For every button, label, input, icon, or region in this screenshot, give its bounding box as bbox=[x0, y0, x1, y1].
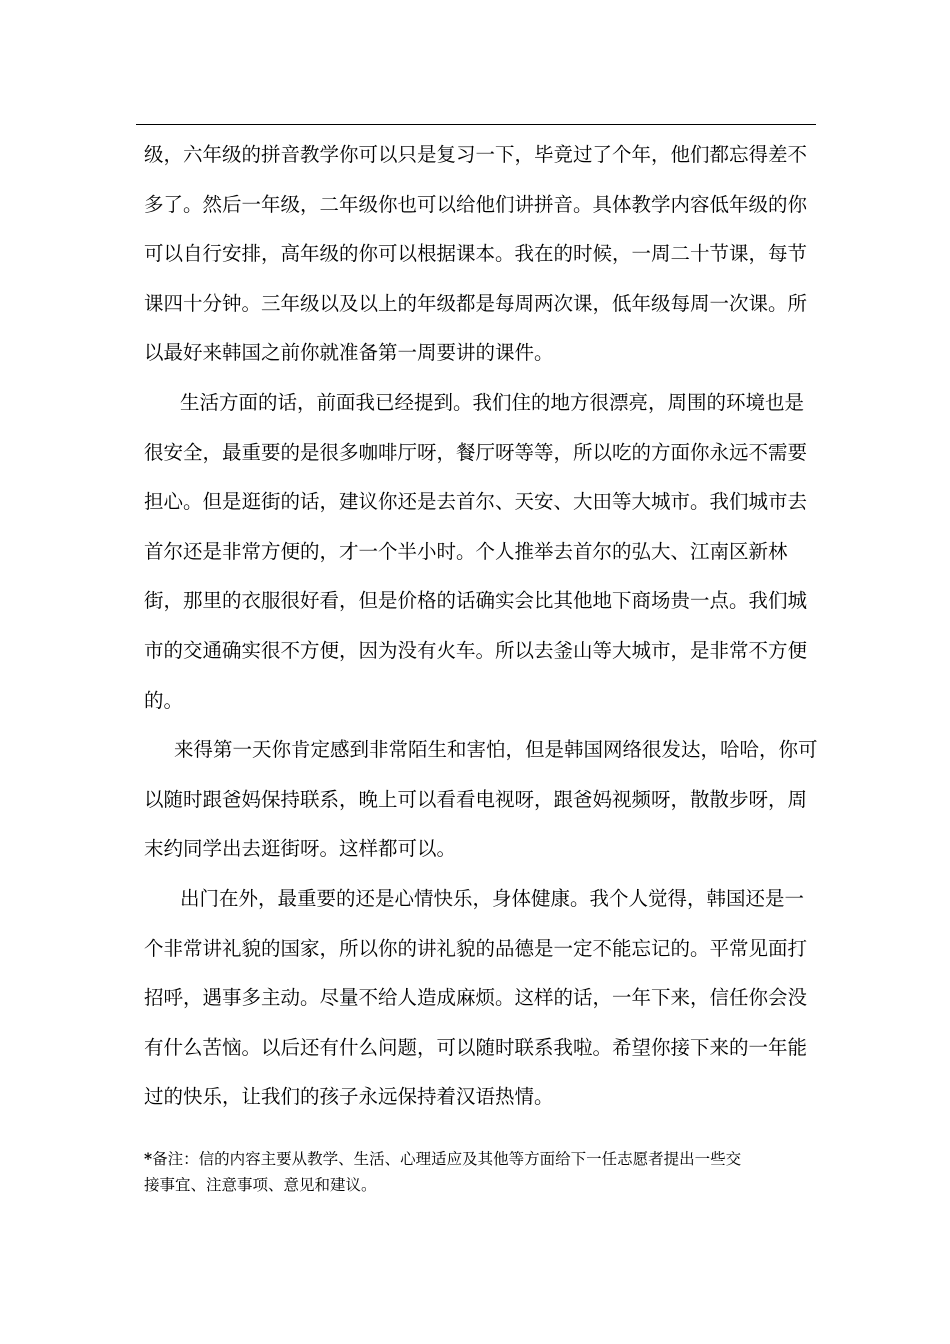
text-line: 可以自行安排，高年级的你可以根据课本。我在的时候，一周二十节课，每节 bbox=[144, 242, 808, 266]
text-line: 个非常讲礼貌的国家，所以你的讲礼貌的品德是一定不能忘记的。平常见面打 bbox=[144, 936, 808, 960]
text-line: 市的交通确实很不方便，因为没有火车。所以去釜山等大城市，是非常不方便 bbox=[144, 638, 808, 662]
text-line: 街，那里的衣服很好看，但是价格的话确实会比其他地下商场贵一点。我们城 bbox=[144, 589, 808, 613]
text-line: 课四十分钟。三年级以及以上的年级都是每周两次课，低年级每周一次课。所 bbox=[144, 291, 808, 315]
header-rule bbox=[136, 124, 816, 125]
footnote bbox=[144, 1146, 814, 1198]
asterisk-mark: * bbox=[144, 1149, 153, 1168]
text-line: 招呼，遇事多主动。尽量不给人造成麻烦。这样的话，一年下来，信任你会没 bbox=[144, 986, 808, 1010]
text-line: 级，六年级的拼音教学你可以只是复习一下，毕竟过了个年，他们都忘得差不 bbox=[144, 143, 808, 166]
text-line: 的。 bbox=[144, 688, 184, 712]
text-line: 担心。但是逛街的话，建议你还是去首尔、天安、大田等大城市。我们城市去 bbox=[144, 490, 808, 514]
text-line: 来得第一天你肯定感到非常陌生和害怕，但是韩国网络很发达，哈哈，你可 bbox=[174, 738, 818, 762]
text-line: 有什么苦恼。以后还有什么问题，可以随时联系我啦。希望你接下来的一年能 bbox=[144, 1035, 808, 1059]
footnote-line bbox=[144, 1146, 814, 1172]
text-line: 以随时跟爸妈保持联系，晚上可以看看电视呀，跟爸妈视频呀，散散步呀，周 bbox=[144, 787, 808, 811]
letter-body bbox=[144, 130, 818, 1122]
footnote-text: 备注：信的内容主要从教学、生活、心理适应及其他等方面给下一任志愿者提出一些交 bbox=[152, 1150, 742, 1168]
text-line: 过的快乐，让我们的孩子永远保持着汉语热情。 bbox=[144, 1085, 554, 1109]
text-line: 末约同学出去逛街呀。这样都可以。 bbox=[144, 837, 457, 861]
text-line: 出门在外，最重要的还是心情快乐，身体健康。我个人觉得，韩国还是一 bbox=[180, 886, 805, 910]
text-line: 以最好来韩国之前你就准备第一周要讲的课件。 bbox=[144, 341, 554, 365]
paragraph-teaching bbox=[144, 130, 806, 378]
paragraph-adaptation bbox=[144, 725, 818, 874]
text-line: 很安全，最重要的是很多咖啡厅呀，餐厅呀等等，所以吃的方面你永远不需要 bbox=[144, 440, 808, 464]
footnote-line: 接事宜、注意事项、意见和建议。 bbox=[144, 1176, 377, 1194]
paragraph-living bbox=[144, 378, 806, 725]
text-line: 生活方面的话，前面我已经提到。我们住的地方很漂亮，周围的环境也是 bbox=[180, 390, 805, 414]
text-line: 多了。然后一年级，二年级你也可以给他们讲拼音。具体教学内容低年级的你 bbox=[144, 192, 808, 216]
text-line: 首尔还是非常方便的，才一个半小时。个人推举去首尔的弘大、江南区新林 bbox=[144, 539, 788, 563]
paragraph-advice bbox=[144, 874, 806, 1122]
